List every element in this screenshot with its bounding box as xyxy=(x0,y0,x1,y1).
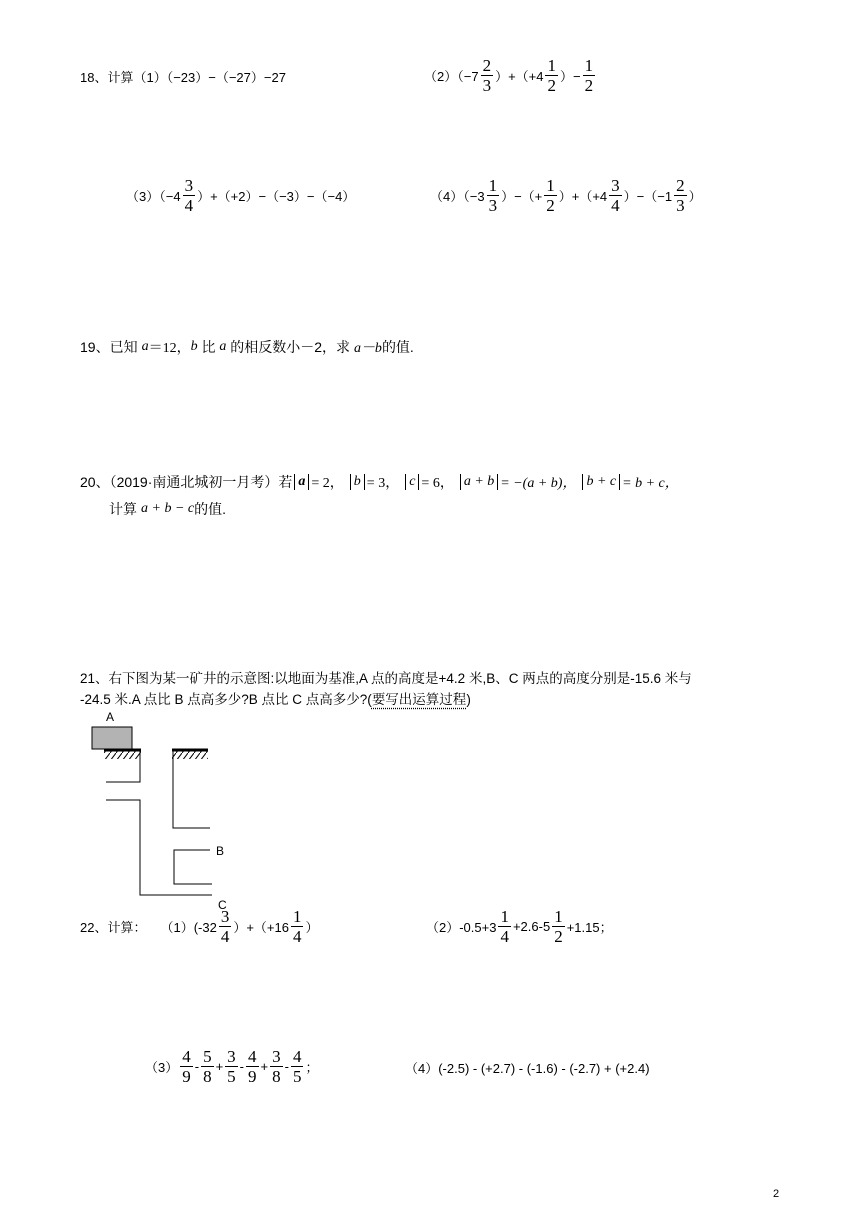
shaft-left-bottom xyxy=(106,800,212,895)
q19: 19、已知 a ＝12， b 比 a 的相反数小－2，求 a－b 的值. xyxy=(80,339,414,356)
q18-part4: （4）（−3 $\frac{1}{3}$ ）−（+ $\frac{1}{2}$ ）+（+4 $\frac{3}{4}$ ）−（−1 $\frac{2}{3}$ ） xyxy=(430,176,702,215)
q20-line1: 20、（2019·南通北城初一月考）若 a = 2， b = 3， c = 6， a + b = −(a + b)， b + c = b + c， xyxy=(80,474,679,491)
fraction: $\frac{3}{5}$ xyxy=(227,1047,236,1086)
point-a-box xyxy=(92,727,132,749)
shaft-right-top xyxy=(173,751,210,828)
fraction: $\frac{1}{2}$ xyxy=(554,907,563,946)
fraction: $\frac{3}{4}$ xyxy=(220,907,230,946)
fraction: $\frac{2}{3}$ xyxy=(676,176,685,215)
q22-part2: （2）-0.5+3 $\frac{1}{4}$ +2.6-5 $\frac{1}{2}$ +1.15； xyxy=(426,907,613,946)
fraction: $\frac{3}{8}$ xyxy=(272,1047,281,1086)
fraction: $\frac{1}{3}$ xyxy=(488,176,498,215)
fraction: $\frac{1}{2}$ xyxy=(584,56,594,95)
operator: - xyxy=(284,1059,289,1074)
fraction: $\frac{1}{4}$ xyxy=(500,907,509,946)
fraction: $\frac{2}{3}$ xyxy=(482,56,492,95)
q21-line2: -24.5 米.A 点比 B 点高多少?B 点比 C 点高多少?(要写出运算过程) xyxy=(80,692,471,707)
q19-label: 19、已知 xyxy=(80,339,138,355)
abs-c: c xyxy=(405,474,419,490)
fraction-sequence xyxy=(178,1047,305,1086)
q21-line1: 21、右下图为某一矿井的示意图:以地面为基准,A 点的高度是+4.2 米,B、C 两点的高度分别是-15.6 米与 xyxy=(80,671,692,686)
operator: + xyxy=(215,1059,224,1074)
q18-part2: （2）（−7 $\frac{2}{3}$ ）+（+4 $\frac{1}{2}$ ）− $\frac{1}{2}$ xyxy=(424,56,594,95)
q18-label: 18、计算 xyxy=(80,70,134,85)
abs-a: a xyxy=(294,474,309,490)
q18-part3: （3）（−4 $\frac{3}{4}$ ）+（+2）−（−3）−（−4） xyxy=(126,176,356,215)
fraction: $\frac{3}{4}$ xyxy=(184,176,194,215)
q20-label: 20、（2019·南通北城初一月考）若 xyxy=(80,474,293,490)
tunnel-b xyxy=(174,850,212,884)
mine-shaft-diagram xyxy=(80,705,240,910)
fraction: $\frac{1}{4}$ xyxy=(292,907,302,946)
abs-b-plus-c: b + c xyxy=(582,474,620,490)
hatch-right xyxy=(172,751,208,759)
q22-part3: （3） $\frac{4}{9}$ - $\frac{5}{8}$ + $\frac{3}{5}$ - $\frac{4}{9}$ + $\frac{3}{8}$ - $\frac{4}{5}$ ； xyxy=(145,1047,319,1086)
q22-label: 22、计算： xyxy=(80,920,147,935)
label-b: B xyxy=(216,844,225,858)
operator: - xyxy=(239,1059,245,1074)
q21-label: 21、 xyxy=(80,671,109,686)
page-number: 2 xyxy=(773,1188,780,1200)
operator: - xyxy=(194,1059,200,1074)
emphasis-text: 要写出运算过程 xyxy=(371,692,467,707)
fraction: $\frac{4}{5}$ xyxy=(292,1047,302,1086)
fraction: $\frac{1}{2}$ xyxy=(547,56,556,95)
operator: + xyxy=(260,1059,269,1074)
abs-b: b xyxy=(350,474,365,490)
fraction: $\frac{3}{4}$ xyxy=(611,176,620,215)
q20-line2: 计算 a + b − c 的值. xyxy=(109,501,226,517)
label-c: C xyxy=(218,898,227,910)
hatch-left xyxy=(104,751,141,759)
q22-part4: （4）(-2.5) - (+2.7) - (-1.6) - (-2.7) + (+2.4) xyxy=(405,1061,650,1076)
abs-a-plus-b: a + b xyxy=(460,474,498,490)
fraction: $\frac{5}{8}$ xyxy=(203,1047,212,1086)
q18-part1: （1）（−23）−（−27）−27 xyxy=(133,70,286,85)
q22-part1: 22、计算： （1）(-32 $\frac{3}{4}$ ）+（+16 $\frac{1}{4}$ ） xyxy=(80,907,319,946)
fraction: $\frac{4}{9}$ xyxy=(248,1047,257,1086)
fraction: $\frac{1}{2}$ xyxy=(546,176,555,215)
label-a: A xyxy=(106,710,115,724)
fraction: $\frac{4}{9}$ xyxy=(182,1047,191,1086)
q18-header xyxy=(80,67,286,86)
